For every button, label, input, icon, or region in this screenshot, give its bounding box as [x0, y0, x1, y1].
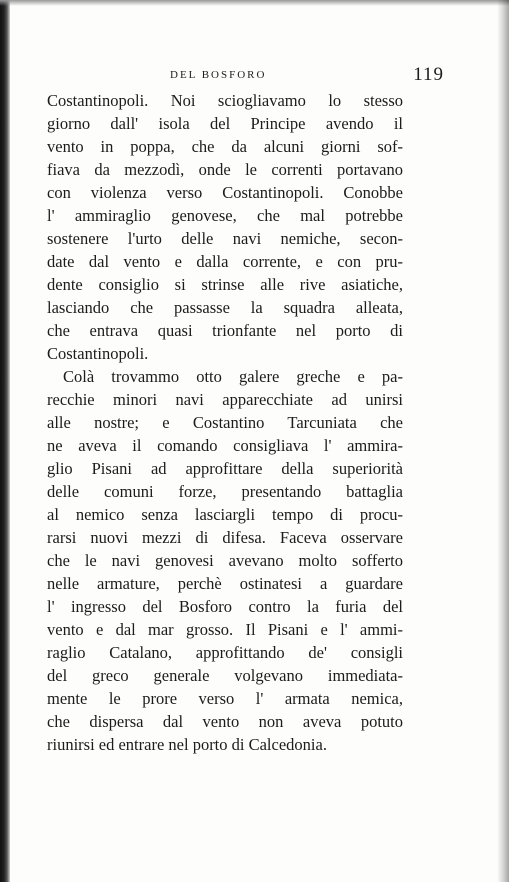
text-line: al nemico senza lasciargli tempo di procu-	[47, 505, 403, 524]
text-line: l' ammiraglio genovese, che mal potrebbe	[47, 206, 403, 225]
text-line: che dispersa dal vento non aveva potuto	[47, 712, 403, 731]
text-line: con violenza verso Costantinopoli. Conobbe	[47, 183, 403, 202]
text-line: glio Pisani ad approfittare della superiorità	[47, 459, 403, 478]
text-line: lasciando che passasse la squadra alleata,	[47, 298, 403, 317]
text-line: Costantinopoli. Noi sciogliavamo lo stesso	[47, 91, 403, 110]
text-line: raglio Catalano, approfittando de' consigli	[47, 643, 403, 662]
text-line: fiava da mezzodì, onde le correnti portavano	[47, 160, 403, 179]
text-line: nelle armature, perchè ostinatesi a guardare	[47, 574, 403, 593]
text-line: ne aveva il comando consigliava l' ammira-	[47, 436, 403, 455]
top-edge-shadow	[0, 0, 509, 6]
text-line: vento e dal mar grosso. Il Pisani e l' ammi-	[47, 620, 403, 639]
text-line: mente le prore verso l' armata nemica,	[47, 689, 403, 708]
text-line: delle comuni forze, presentando battaglia	[47, 482, 403, 501]
body-text	[47, 89, 403, 756]
text-line: che le navi genovesi avevano molto sofferto	[47, 551, 403, 570]
text-line: l' ingresso del Bosforo contro la furia del	[47, 597, 403, 616]
text-line: del greco generale volgevano immediata-	[47, 666, 403, 685]
text-line: rarsi nuovi mezzi di difesa. Faceva osservare	[47, 528, 403, 547]
text-line: vento in poppa, che da alcuni giorni sof-	[47, 137, 403, 156]
text-line: sostenere l'urto delle navi nemiche, secon-	[47, 229, 403, 248]
text-line: dente consiglio si strinse alle rive asiatiche,	[47, 275, 403, 294]
text-line: riunirsi ed entrare nel porto di Calcedonia.	[47, 735, 327, 754]
text-line: Costantinopoli.	[47, 344, 149, 363]
text-line: date dal vento e dalla corrente, e con pru-	[47, 252, 403, 271]
running-head: DEL BOSFORO	[170, 69, 267, 81]
text-line: che entrava quasi trionfante nel porto di	[47, 321, 403, 340]
page-header	[40, 64, 480, 86]
binding-edge	[0, 0, 10, 882]
text-line: Colà trovammo otto galere greche e pa-	[63, 367, 403, 386]
right-edge-shadow	[497, 0, 509, 882]
page-number: 119	[413, 64, 444, 85]
text-line: recchie minori navi apparecchiate ad unirsi	[47, 390, 403, 409]
text-line: alle nostre; e Costantino Tarcuniata che	[47, 413, 403, 432]
text-line: giorno dall' isola del Principe avendo il	[47, 114, 403, 133]
